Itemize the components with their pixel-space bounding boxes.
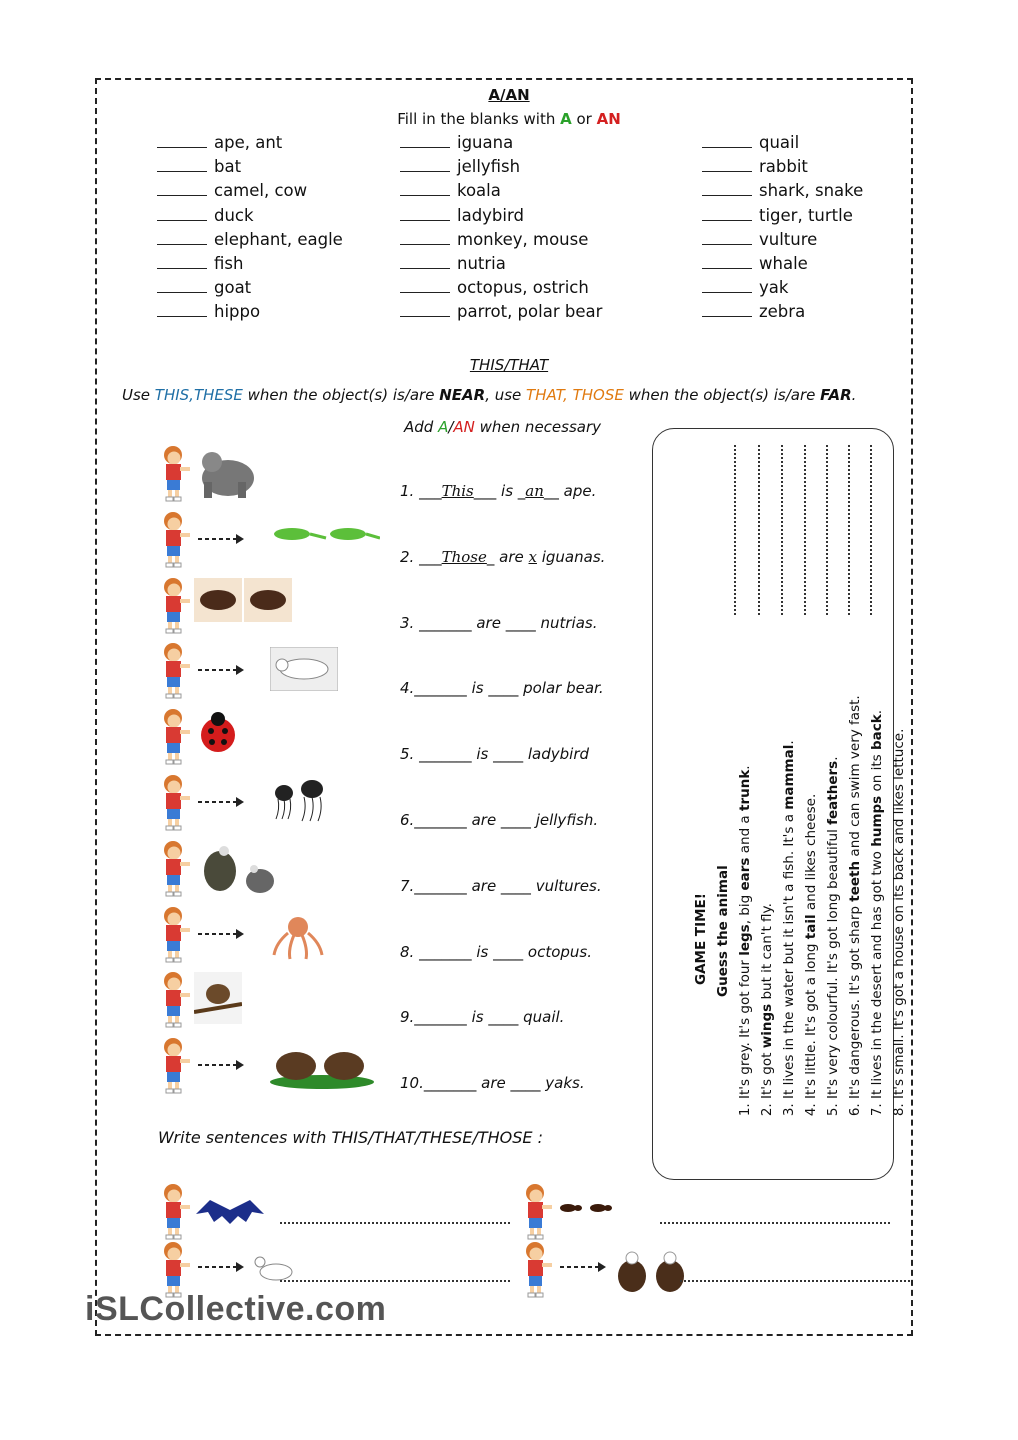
answer-line (804, 445, 806, 615)
arrow-icon (196, 530, 244, 549)
blank-row: tiger, turtle (702, 206, 863, 230)
boy-pointing-icon (160, 1036, 190, 1098)
arrow-icon (196, 793, 244, 812)
exercise-picture (160, 444, 390, 500)
clue-item: 6. It's dangerous. It's got sharp teeth and can swim very fast. (844, 655, 866, 1099)
clue-item: 4. It's little. It's got a long tail and likes cheese. (800, 655, 822, 1099)
gorilla-icon (194, 446, 258, 504)
exercise-sentence[interactable]: 7._______ are ____ vultures. (400, 876, 602, 895)
blank-row: vulture (702, 230, 863, 254)
boy-pointing-icon (160, 707, 190, 769)
nutria-icon (194, 578, 294, 626)
arrow-icon (196, 1056, 244, 1075)
blank-row: koala (400, 181, 602, 205)
blank-row: hippo (157, 302, 343, 326)
word-column-2 (400, 133, 602, 327)
boy-pointing-icon (160, 1182, 190, 1244)
write-picture (160, 1182, 390, 1238)
exercise-picture (160, 970, 390, 1026)
blank-row: goat (157, 278, 343, 302)
octopus-icon (270, 911, 326, 965)
jellyfish-icon (270, 779, 330, 827)
page-title: A/AN (488, 86, 530, 104)
arrow-icon (558, 1258, 606, 1277)
clue-item: 1. It's grey. It's got four legs, big ears and a trunk. (734, 655, 756, 1099)
exercise-sentence[interactable]: 3. _______ are ____ nutrias. (400, 613, 598, 632)
ants-icon (556, 1196, 620, 1224)
write-picture (522, 1182, 752, 1238)
clue-item: 3. It lives in the water but it isn't a fish. It's a mammal. (778, 655, 800, 1099)
blank-row: whale (702, 254, 863, 278)
blank-row: ape, ant (157, 133, 343, 157)
watermark-logo: iSLCollective.com (85, 1290, 387, 1328)
exercise-picture (160, 641, 390, 697)
clue-list (734, 655, 910, 1125)
blank-row: duck (157, 206, 343, 230)
add-instruction: Add A/AN when necessary (404, 418, 602, 436)
write-line[interactable] (660, 1222, 890, 1224)
write-line[interactable] (680, 1280, 910, 1282)
blank-row: rabbit (702, 157, 863, 181)
write-instruction: Write sentences with THIS/THAT/THESE/THOSE : (158, 1128, 543, 1147)
answer-line (734, 445, 736, 615)
clue-item: 5. It's very colourful. It's got long beautiful feathers. (822, 655, 844, 1099)
clue-item: 8. It's small. It's got a house on its back and likes lettuce. (888, 655, 910, 1099)
exercise-picture (160, 773, 390, 829)
exercise-sentence[interactable]: 9._______ is ____ quail. (400, 1008, 565, 1027)
grammar-rule: Use THIS,THESE when the object(s) is/are NEAR, use THAT, THOSE when the object(s) is/are FAR. (122, 386, 857, 404)
arrow-icon (196, 661, 244, 680)
blank-row: iguana (400, 133, 602, 157)
exercise-picture (160, 1036, 390, 1092)
blank-row: monkey, mouse (400, 230, 602, 254)
write-picture (522, 1240, 752, 1296)
boy-pointing-icon (160, 510, 190, 572)
boy-pointing-icon (160, 576, 190, 638)
boy-pointing-icon (160, 773, 190, 835)
clue-item: 7. It lives in the desert and has got two humps on its back. (866, 655, 888, 1099)
boy-pointing-icon (160, 641, 190, 703)
exercise-sentence[interactable]: 10._______ are ____ yaks. (400, 1074, 585, 1093)
exercise-sentence[interactable]: 8. _______ is ____ octopus. (400, 942, 592, 961)
answer-line (826, 445, 828, 615)
blank-row: camel, cow (157, 181, 343, 205)
answer-line (870, 445, 872, 615)
answer-line (848, 445, 850, 615)
write-line[interactable] (280, 1280, 510, 1282)
quail-icon (194, 972, 242, 1028)
blank-row: fish (157, 254, 343, 278)
clue-item: 2. It's got wings but it can't fly. (756, 655, 778, 1099)
blank-row: yak (702, 278, 863, 302)
instruction: Fill in the blanks with A or AN (397, 110, 621, 128)
goat-icon (250, 1248, 302, 1292)
arrow-icon (196, 925, 244, 944)
answer-line (758, 445, 760, 615)
exercise-sentence[interactable]: 6._______ are ____ jellyfish. (400, 811, 599, 829)
blank-row: bat (157, 157, 343, 181)
exercise-sentence[interactable]: 1. ___This___ is _an__ ape. (400, 482, 597, 500)
blank-row: shark, snake (702, 181, 863, 205)
game-text (690, 655, 910, 1125)
game-subtitle: Guess the animal (715, 865, 731, 997)
blank-row: parrot, polar bear (400, 302, 602, 326)
boy-pointing-icon (160, 970, 190, 1032)
blank-row: ladybird (400, 206, 602, 230)
polar-bear-icon (270, 647, 338, 695)
bat-icon (194, 1196, 266, 1234)
word-column-1 (157, 133, 343, 327)
boy-pointing-icon (160, 444, 190, 506)
answer-line (781, 445, 783, 615)
boy-pointing-icon (522, 1182, 552, 1244)
exercise-picture (160, 707, 390, 763)
boy-pointing-icon (522, 1240, 552, 1302)
exercise-sentence[interactable]: 5. _______ is ____ ladybird (400, 745, 590, 764)
eagles-icon (612, 1248, 692, 1300)
boy-pointing-icon (160, 839, 190, 901)
blank-row: zebra (702, 302, 863, 326)
blank-row: octopus, ostrich (400, 278, 602, 302)
exercise-picture (160, 839, 390, 895)
blank-row: nutria (400, 254, 602, 278)
vulture-icon (194, 841, 284, 899)
exercise-picture (160, 576, 390, 632)
exercise-sentence[interactable]: 2. ___Those_ are x iguanas. (400, 547, 606, 566)
exercise-picture (160, 510, 390, 566)
write-picture (160, 1240, 390, 1296)
exercise-picture (160, 905, 390, 961)
arrow-icon (196, 1258, 244, 1277)
boy-pointing-icon (160, 905, 190, 967)
blank-row: jellyfish (400, 157, 602, 181)
section-title-this-that: THIS/THAT (469, 356, 549, 374)
yak-icon (270, 1042, 374, 1094)
exercise-sentence[interactable]: 4._______ is ____ polar bear. (400, 679, 604, 698)
write-line[interactable] (280, 1222, 510, 1224)
ladybird-icon (194, 709, 242, 761)
word-column-3 (702, 133, 863, 327)
blank-row: elephant, eagle (157, 230, 343, 254)
game-title: GAME TIME! (693, 893, 709, 985)
iguana-icon (270, 516, 380, 550)
blank-row: quail (702, 133, 863, 157)
